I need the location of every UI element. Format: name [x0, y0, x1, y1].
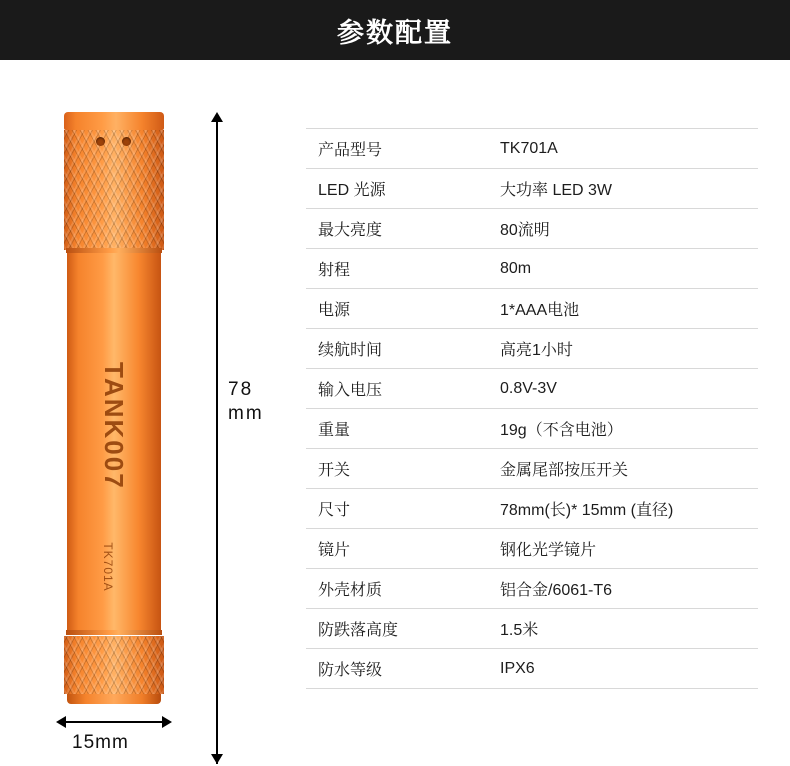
page-header — [0, 0, 790, 60]
table-row — [306, 169, 758, 209]
vertical-dimension-line — [216, 116, 218, 764]
table-row — [306, 449, 758, 489]
vertical-dimension-value: 78 — [228, 379, 254, 400]
table-row — [306, 569, 758, 609]
spec-value: 1.5米 — [486, 609, 758, 649]
table-row — [306, 369, 758, 409]
table-row — [306, 129, 758, 169]
spec-label: 尺寸 — [306, 489, 486, 529]
horizontal-dimension-label: 15mm — [72, 732, 129, 753]
flashlight-ring-lower — [66, 630, 162, 635]
page-title: 参数配置 — [337, 17, 453, 48]
vertical-dimension-label — [228, 378, 264, 426]
spec-label: LED 光源 — [306, 169, 486, 209]
spec-label: 射程 — [306, 249, 486, 289]
flashlight-knurled-top — [64, 130, 164, 250]
spec-label: 产品型号 — [306, 129, 486, 169]
spec-value: 78mm(长)* 15mm (直径) — [486, 489, 758, 529]
table-row — [306, 609, 758, 649]
flashlight-tail-cap — [67, 694, 161, 704]
spec-table-body — [306, 129, 758, 689]
flashlight-brand-text: TANK007 — [99, 362, 129, 490]
flashlight-knurled-tail — [64, 636, 164, 694]
lanyard-hole-icon — [96, 137, 105, 146]
spec-label: 最大亮度 — [306, 209, 486, 249]
spec-value: 大功率 LED 3W — [486, 169, 758, 209]
spec-label: 防跌落高度 — [306, 609, 486, 649]
table-row — [306, 529, 758, 569]
spec-label: 外壳材质 — [306, 569, 486, 609]
spec-value: IPX6 — [486, 649, 758, 689]
table-row — [306, 249, 758, 289]
table-row — [306, 649, 758, 689]
spec-label: 镜片 — [306, 529, 486, 569]
table-row — [306, 409, 758, 449]
vertical-dimension-unit: mm — [228, 403, 264, 424]
spec-value: 高亮1小时 — [486, 329, 758, 369]
flashlight-model-text: TK701A — [101, 542, 115, 592]
flashlight-ring-upper — [66, 248, 162, 253]
lanyard-hole-icon — [122, 137, 131, 146]
spec-label: 防水等级 — [306, 649, 486, 689]
horizontal-dimension-arrow-right — [162, 716, 172, 728]
spec-value: TK701A — [486, 129, 758, 169]
spec-value: 80流明 — [486, 209, 758, 249]
table-row — [306, 329, 758, 369]
flashlight-illustration — [60, 112, 168, 704]
spec-value: 1*AAA电池 — [486, 289, 758, 329]
horizontal-dimension-line — [64, 721, 164, 723]
vertical-dimension-arrow-bottom — [211, 754, 223, 764]
table-row — [306, 289, 758, 329]
spec-label: 重量 — [306, 409, 486, 449]
spec-value: 80m — [486, 249, 758, 289]
product-image-area — [0, 60, 290, 766]
spec-value: 19g（不含电池） — [486, 409, 758, 449]
spec-value: 金属尾部按压开关 — [486, 449, 758, 489]
spec-label: 电源 — [306, 289, 486, 329]
spec-table — [306, 128, 758, 689]
spec-label: 续航时间 — [306, 329, 486, 369]
spec-value: 0.8V-3V — [486, 369, 758, 409]
spec-label: 输入电压 — [306, 369, 486, 409]
spec-label: 开关 — [306, 449, 486, 489]
table-row — [306, 489, 758, 529]
spec-value: 铝合金/6061-T6 — [486, 569, 758, 609]
flashlight-head — [64, 112, 164, 130]
table-row — [306, 209, 758, 249]
spec-value: 钢化光学镜片 — [486, 529, 758, 569]
